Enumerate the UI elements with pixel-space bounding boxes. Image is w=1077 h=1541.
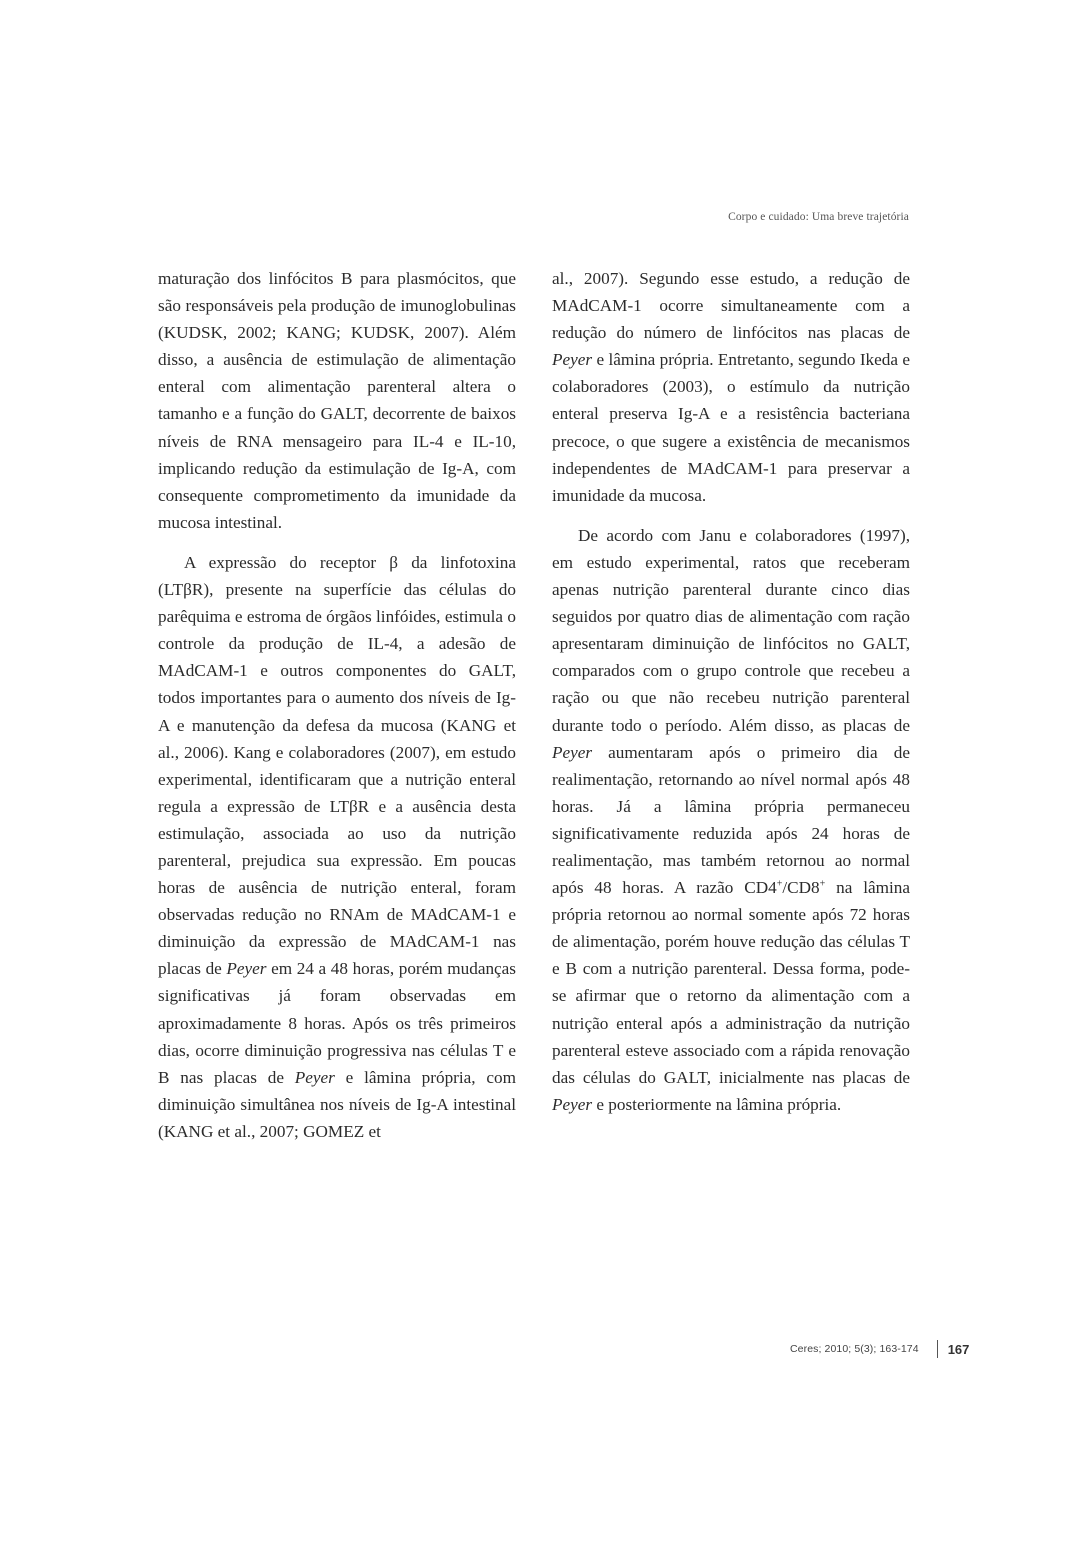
text-run: e lâmina própria. Entretanto, segundo Ikeda e colaboradores (2003), o estímulo da nutrição enteral preserva Ig-A e a resistência bacteriana precoce, o que sugere a existência de mecanismos independentes de MAdCAM-1 para preservar a imunidade da mucosa. (552, 350, 910, 505)
superscript: + (776, 878, 783, 890)
italic-term: Peyer (552, 350, 593, 370)
text-run: aumentaram após o primeiro dia de realimentação, retornando ao nível normal após 48 horas. Já a lâmina própria permaneceu significativamente reduzida após 24 horas de realimentação, mas também retornou ao normal após 48 horas. A razão CD4 (552, 742, 910, 898)
italic-term: Peyer (294, 1067, 335, 1087)
right-column (552, 265, 910, 1131)
running-header: Corpo e cuidado: Uma breve trajetória (728, 211, 909, 223)
page-number: 167 (947, 1341, 970, 1357)
italic-term: Peyer (226, 959, 267, 979)
left-paragraph-2 (158, 549, 516, 1145)
text-run: A expressão do receptor β da linfotoxina (LTβR), presente na superfície das células do parêquima e estroma de órgãos linfóides, estimula o controle da produção de IL-4, a adesão de MAdCAM-1 e outros componentes do GALT, todos importantes para o aumento dos níveis de Ig-A e manutenção da defesa da mucosa (KANG et al., 2006). Kang e colaboradores (2007), em estudo experimental, identificaram que a nutrição enteral regula a expressão de LTβR e a ausência desta estimulação, associada ao uso da nutrição parenteral, prejudica sua expressão. Em poucas horas de ausência de nutrição enteral, foram observadas redução no RNAm de MAdCAM-1 e diminuição da expressão de MAdCAM-1 nas placas de (158, 552, 516, 979)
text-run: e posteriormente na lâmina própria. (592, 1094, 842, 1114)
text-run: e lâmina própria, com diminuição simultânea nos níveis de Ig-A intestinal (KANG et al., 2007; GOMEZ et (158, 1067, 517, 1141)
text-run: /CD8 (782, 878, 820, 898)
page-footer (790, 1340, 969, 1358)
left-paragraph-1: maturação dos linfócitos B para plasmócitos, que são responsáveis pela produção de imunoglobulinas (KUDSK, 2002; KANG; KUDSK, 2007). Além disso, a ausência de estimulação de alimentação enteral com alimentação parenteral altera o tamanho e a função do GALT, decorrente de baixos níveis de RNA mensageiro para IL-4 e IL-10, implicando redução da estimulação de Ig-A, com consequente comprometimento da imunidade da mucosa intestinal. (158, 269, 516, 532)
text-run: al., 2007). Segundo esse estudo, a redução de MAdCAM-1 ocorre simultaneamente com a redução do número de linfócitos nas placas de (552, 269, 910, 343)
superscript: + (819, 878, 826, 890)
italic-term: Peyer (552, 1094, 593, 1114)
journal-citation: Ceres; 2010; 5(3); 163-174 (790, 1343, 919, 1355)
left-column (158, 265, 516, 1158)
right-paragraph-1 (552, 265, 910, 509)
italic-term: Peyer (552, 742, 593, 762)
right-paragraph-2 (552, 522, 910, 1118)
footer-divider (937, 1340, 938, 1358)
text-run: em 24 a 48 horas, porém mudanças significativas já foram observadas em aproximadamente 8 horas. Após os três primeiros dias, ocorre diminuição progressiva nas células T e B nas placas de (158, 959, 516, 1087)
text-run: na lâmina própria retornou ao normal somente após 72 horas de alimentação, porém houve redução das células T e B com a nutrição parenteral. Dessa forma, pode-se afirmar que o retorno da alimentação com a nutrição enteral após a administração da nutrição parenteral esteve associado com a rápida renovação das células do GALT, inicialmente nas placas de (552, 878, 911, 1087)
text-run: De acordo com Janu e colaboradores (1997), em estudo experimental, ratos que receberam apenas nutrição parenteral durante cinco dias seguidos por quatro dias de alimentação com ração apresentaram diminuição de linfócitos no GALT, comparados com o grupo controle que recebeu a ração ou que não recebeu nutrição parenteral durante todo o período. Além disso, as placas de (552, 525, 910, 735)
